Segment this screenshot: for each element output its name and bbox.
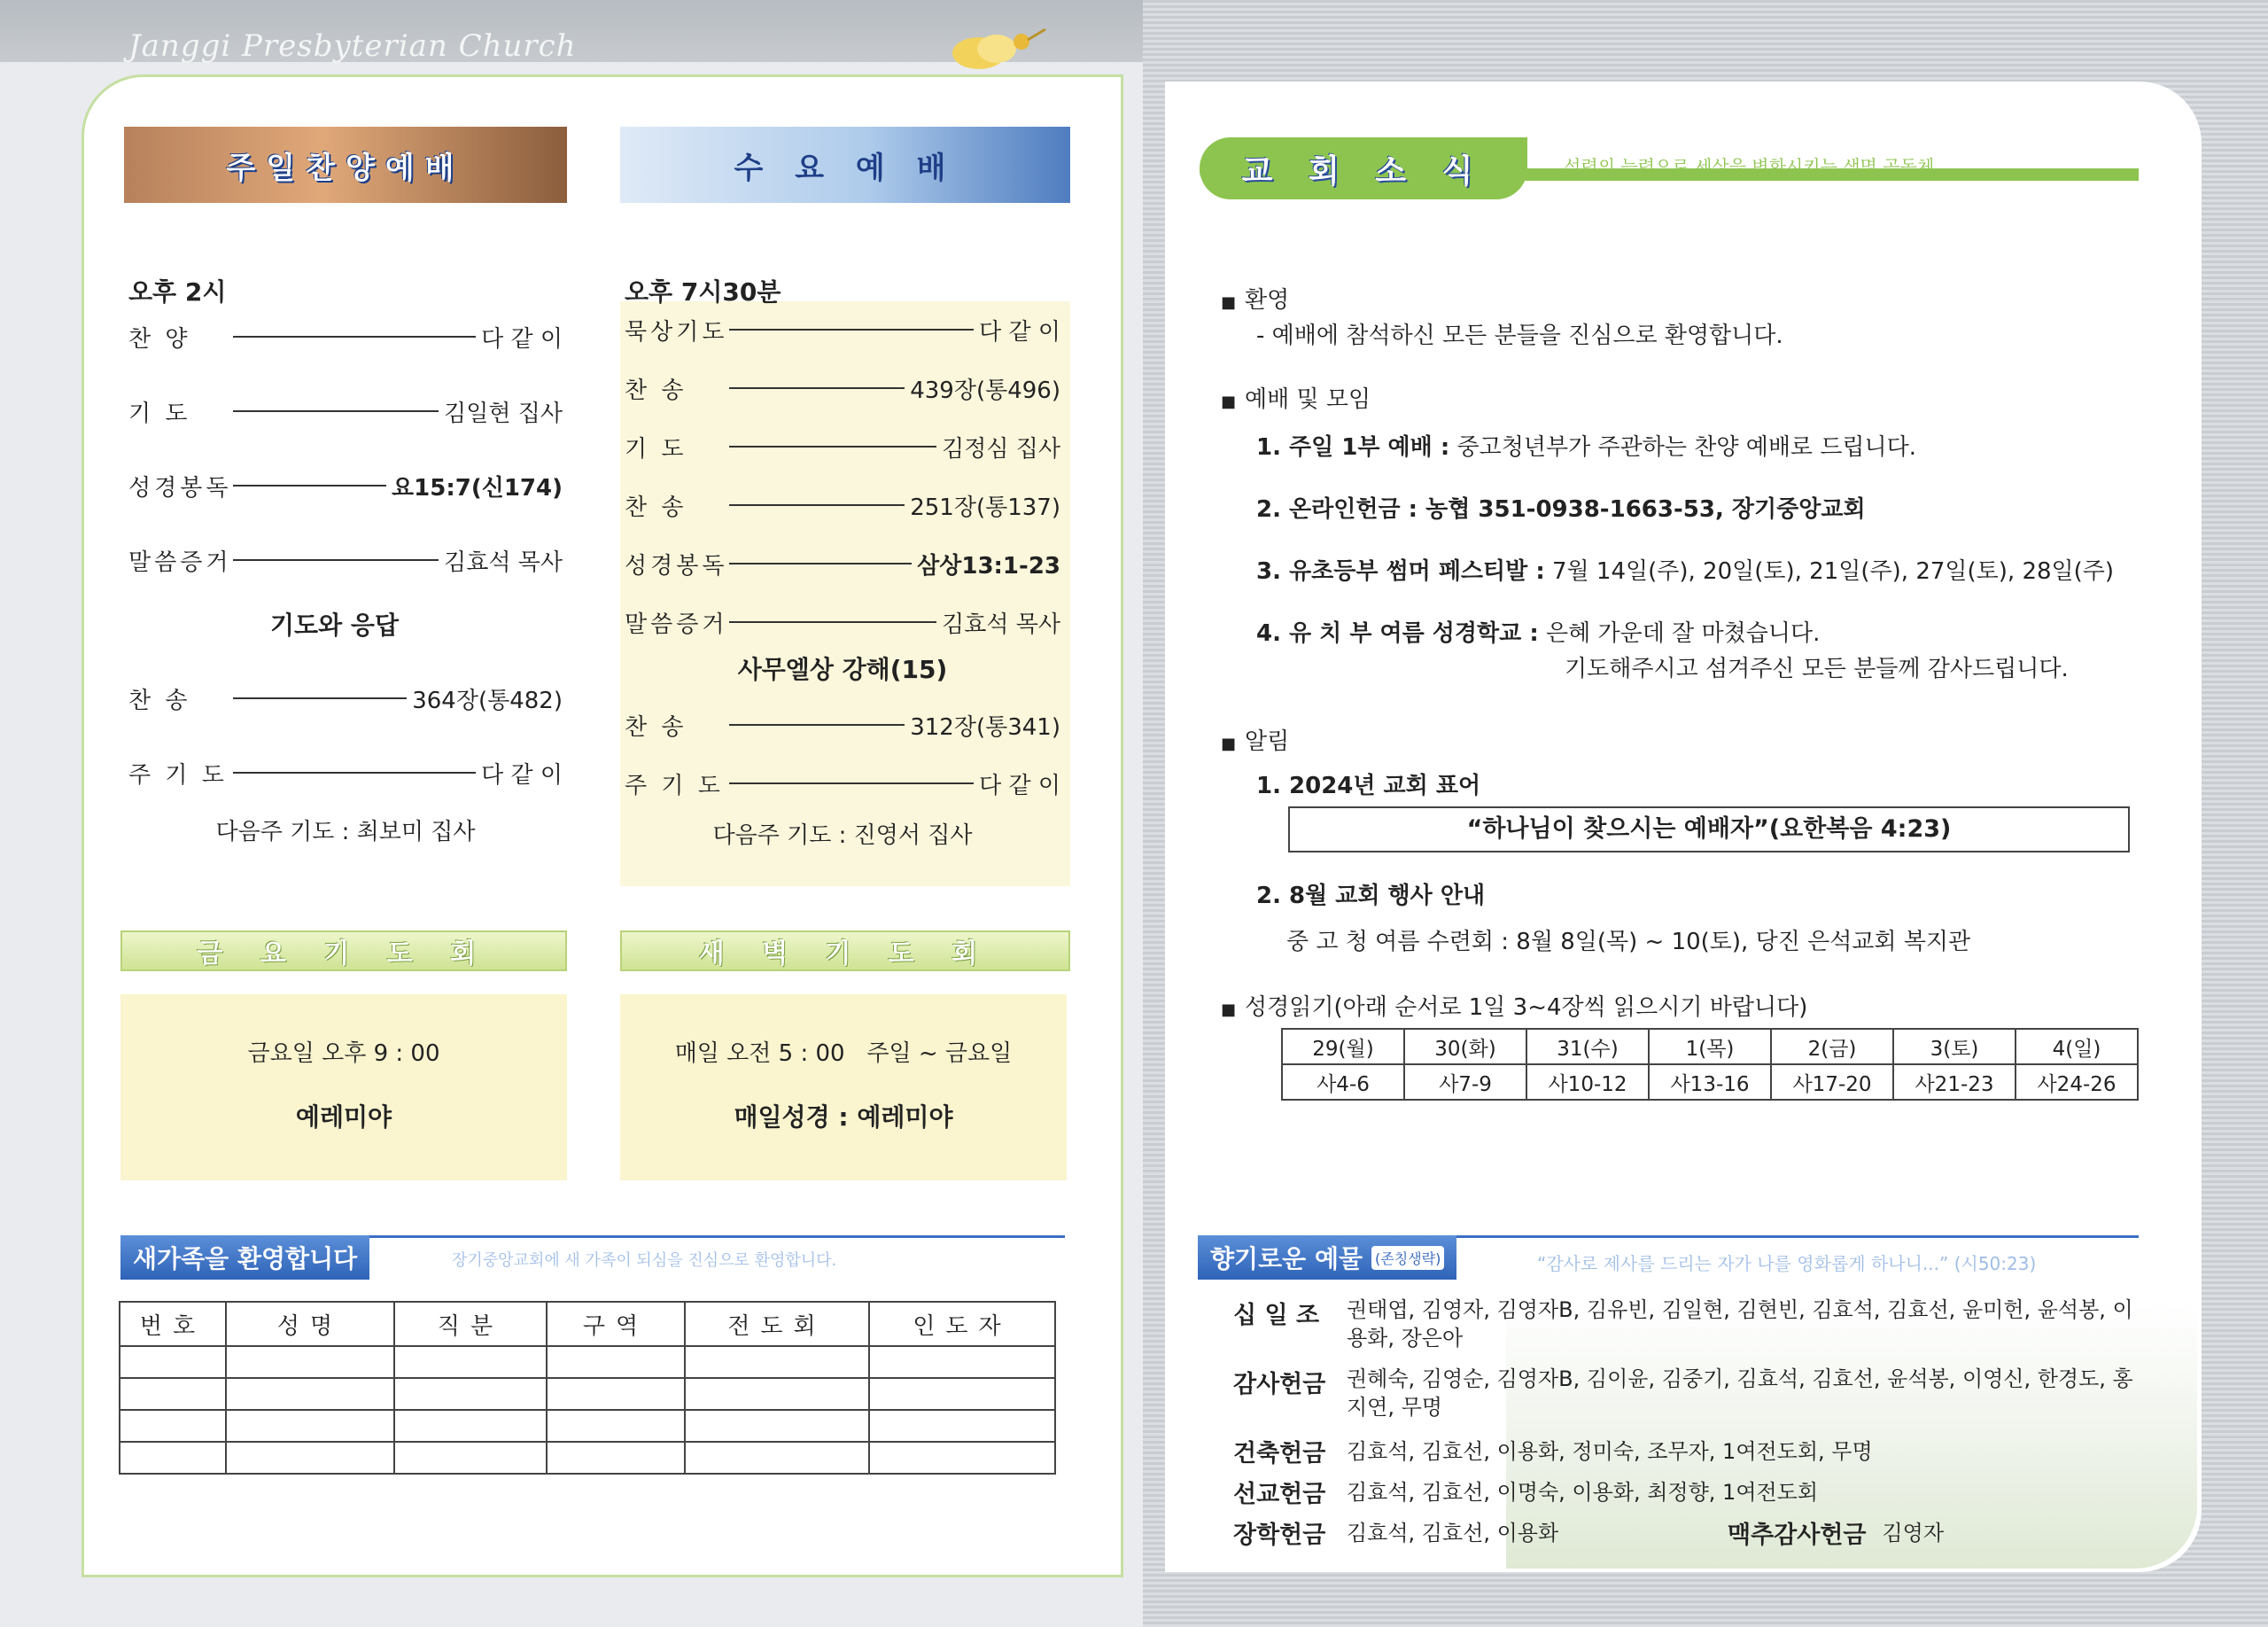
flower-icon — [944, 22, 1050, 75]
offering-row — [1233, 1365, 2137, 1421]
program-row — [625, 370, 1060, 406]
program-value: 251장(통137) — [910, 494, 1060, 521]
program-row — [128, 542, 563, 578]
program-row — [625, 429, 1060, 464]
dawn-prayer-box — [620, 994, 1067, 1180]
table-row[interactable] — [120, 1442, 1055, 1474]
col-header: 성명 — [226, 1302, 394, 1346]
dawn-prayer-time: 매일 오전 5 : 00 주일 ~ 금요일 — [674, 1040, 1013, 1067]
table-cell: 31(수) — [1526, 1029, 1649, 1064]
dawn-prayer-text: 매일성경 : 예레미야 — [734, 1102, 953, 1132]
dawn-prayer-banner: 새 벽 기 도 회 — [620, 930, 1070, 971]
col-header: 인도자 — [869, 1302, 1055, 1346]
program-value: 다 같 이 — [481, 325, 563, 353]
offering-label: 건축헌금 — [1233, 1440, 1326, 1467]
program-label: 말씀증거 — [625, 611, 728, 638]
table-cell: 사21-23 — [1893, 1064, 2016, 1100]
offering-label: 십 일 조 — [1233, 1302, 1320, 1329]
program-label: 찬 송 — [625, 713, 687, 741]
offering-extra-label: 맥추감사헌금 — [1728, 1522, 1867, 1549]
notice-heading: ■ 알림 — [1221, 723, 2142, 759]
item-value: 중고청년부가 주관하는 찬양 예배로 드립니다. — [1449, 434, 1917, 461]
col-header: 전도회 — [685, 1302, 869, 1346]
table-cell: 2(금) — [1771, 1029, 1893, 1064]
offerings-banner — [1198, 1235, 1456, 1280]
offerings-verse: “감사로 제사를 드리는 자가 나를 영화롭게 하나니...” (시50:23) — [1537, 1253, 2037, 1274]
col-header: 구역 — [547, 1302, 685, 1346]
program-row — [128, 468, 563, 503]
sunday-next-prayer: 다음주 기도 : 최보미 집사 — [215, 819, 476, 845]
worship-item-1 — [1221, 429, 2142, 464]
sunday-program — [128, 273, 563, 846]
offering-names: 권태엽, 김영자, 김영자B, 김유빈, 김일현, 김현빈, 김효석, 김효선, 윤미헌, 윤석봉, 이용화, 장은아 — [1347, 1297, 2133, 1351]
worship-item-2: 2. 온라인헌금 : 농협 351-0938-1663-53, 장기중앙교회 — [1256, 496, 1866, 523]
program-label: 찬 송 — [128, 687, 191, 714]
program-row — [128, 319, 563, 354]
program-label: 기 도 — [625, 435, 687, 463]
program-label: 묵상기도 — [625, 318, 728, 346]
offering-label: 장학헌금 — [1233, 1522, 1326, 1549]
table-cell: 사7-9 — [1404, 1064, 1526, 1100]
table-cell: 1(목) — [1649, 1029, 1771, 1064]
worship-item-3 — [1221, 553, 2142, 588]
program-value: 다 같 이 — [979, 772, 1060, 799]
notice-item-2: 2. 8월 교회 행사 안내 — [1256, 883, 1486, 909]
table-row — [1282, 1029, 2138, 1064]
friday-prayer-text: 예레미야 — [295, 1102, 392, 1132]
program-value: 요15:7(신174) — [392, 474, 563, 502]
program-row — [625, 707, 1060, 743]
notice-item-2-text: 중 고 청 여름 수련회 : 8월 8일(목) ~ 10(토), 당진 은석교회 복지관 — [1286, 929, 1971, 955]
program-row — [625, 604, 1060, 640]
table-cell: 사4-6 — [1282, 1064, 1404, 1100]
bible-reading-heading: ■ 성경읽기(아래 순서로 1일 3~4장씩 읽으시기 바랍니다) — [1221, 989, 2142, 1024]
program-value: 김효석 목사 — [444, 549, 563, 576]
worship-heading: ■ 예배 및 모임 — [1221, 381, 2142, 416]
col-header: 직분 — [394, 1302, 547, 1346]
offering-names: 김효석, 김효선, 이용화 — [1347, 1521, 1559, 1545]
program-label: 주 기 도 — [625, 772, 724, 799]
offering-row — [1233, 1515, 2137, 1549]
welcome-text: - 예배에 참석하신 모든 분들을 진심으로 환영합니다. — [1256, 323, 1783, 349]
wednesday-program — [625, 273, 1060, 850]
program-value: 김일현 집사 — [444, 400, 563, 427]
friday-prayer-banner: 금 요 기 도 회 — [120, 930, 567, 971]
table-row[interactable] — [120, 1410, 1055, 1442]
program-label: 기 도 — [128, 400, 191, 427]
church-motto-box: “하나님이 찾으시는 예배자”(요한복음 4:23) — [1288, 806, 2130, 852]
offering-names: 권혜숙, 김영순, 김영자B, 김이윤, 김중기, 김효석, 김효선, 윤석봉, 이영신, 한경도, 홍지연, 무명 — [1347, 1366, 2133, 1420]
bible-reading-table — [1281, 1028, 2139, 1101]
table-row — [1282, 1064, 2138, 1100]
news-slogan: 성령의 능력으로 세상을 변화시키는 생명 공동체 — [1564, 156, 1935, 177]
wednesday-time: 오후 7시30분 — [625, 277, 781, 307]
item-key: 3. 유초등부 썸머 페스티발 : — [1256, 558, 1545, 585]
table-cell: 사13-16 — [1649, 1064, 1771, 1100]
offerings-list — [1233, 1296, 2137, 1549]
program-value: 김효석 목사 — [942, 611, 1060, 638]
program-label: 찬 양 — [128, 325, 191, 353]
offering-label: 선교헌금 — [1233, 1481, 1326, 1508]
program-value: 다 같 이 — [979, 318, 1060, 346]
sunday-time: 오후 2시 — [128, 277, 227, 307]
table-cell: 사10-12 — [1526, 1064, 1649, 1100]
notice-item-1: 1. 2024년 교회 표어 — [1256, 773, 1481, 799]
sunday-worship-banner: 주일찬양예배 — [124, 127, 567, 203]
program-label: 성경봉독 — [128, 474, 232, 502]
table-cell: 29(월) — [1282, 1029, 1404, 1064]
wednesday-sermon-title: 사무엘상 강해(15) — [737, 655, 948, 684]
news-title: 교 회 소 식 — [1241, 152, 1486, 190]
worship-item-4-cont: 기도해주시고 섬겨주신 모든 분들께 감사드립니다. — [1565, 656, 2069, 682]
item-value: 7월 14일(주), 20일(토), 21일(주), 27일(토), 28일(주) — [1544, 558, 2115, 585]
program-label: 주 기 도 — [128, 761, 228, 789]
program-row — [128, 755, 563, 790]
offering-extra-names: 김영자 — [1882, 1521, 1945, 1545]
program-value: 439장(통496) — [910, 377, 1060, 404]
program-value: 364장(통482) — [412, 687, 563, 714]
table-cell: 사17-20 — [1771, 1064, 1893, 1100]
wednesday-next-prayer: 다음주 기도 : 진영서 집사 — [712, 822, 973, 849]
program-label: 말씀증거 — [128, 549, 232, 576]
program-label: 찬 송 — [625, 494, 687, 521]
table-row[interactable] — [120, 1346, 1055, 1378]
item-value: 은혜 가운데 잘 마쳤습니다. — [1538, 620, 1821, 647]
offering-row — [1233, 1434, 2137, 1467]
program-row — [625, 766, 1060, 801]
table-cell: 3(토) — [1893, 1029, 2016, 1064]
wednesday-worship-banner: 수 요 예 배 — [620, 127, 1070, 203]
offering-row — [1233, 1296, 2137, 1352]
program-row — [625, 487, 1060, 523]
item-key: 1. 주일 1부 예배 : — [1256, 434, 1450, 461]
friday-prayer-box — [120, 994, 567, 1180]
table-cell: 사24-26 — [2016, 1064, 2138, 1100]
newcomers-subtitle: 장기중앙교회에 새 가족이 되심을 진심으로 환영합니다. — [452, 1251, 837, 1270]
newcomers-table — [119, 1301, 1056, 1475]
program-label: 성경봉독 — [625, 552, 728, 580]
table-cell: 4(일) — [2016, 1029, 2138, 1064]
item-key: 4. 유 치 부 여름 성경학교 : — [1256, 620, 1539, 647]
program-row — [625, 546, 1060, 581]
offering-names: 김효석, 김효선, 이명숙, 이용화, 최정향, 1여전도회 — [1347, 1480, 1819, 1505]
welcome-heading: ■ 환영 — [1221, 282, 2142, 317]
table-header-row — [120, 1302, 1055, 1346]
program-value: 다 같 이 — [481, 761, 563, 789]
worship-item-4 — [1221, 615, 2142, 650]
news-banner — [1200, 137, 1527, 199]
program-label: 찬 송 — [625, 377, 687, 404]
church-news — [1221, 282, 2142, 1101]
program-row — [625, 312, 1060, 347]
table-row[interactable] — [120, 1378, 1055, 1410]
offering-label: 감사헌금 — [1233, 1371, 1326, 1398]
church-name: Janggi Presbyterian Church — [128, 28, 577, 64]
offering-names: 김효석, 김효선, 이용화, 정미숙, 조무자, 1여전도회, 무명 — [1347, 1439, 1873, 1464]
program-row — [128, 681, 563, 716]
program-value: 312장(통341) — [910, 713, 1060, 741]
program-row — [128, 393, 563, 429]
friday-prayer-time: 금요일 오후 9 : 00 — [247, 1040, 440, 1067]
offerings-note: (존칭생략) — [1371, 1246, 1444, 1270]
program-value: 삼상13:1-23 — [917, 552, 1060, 580]
table-cell: 30(화) — [1404, 1029, 1526, 1064]
newcomers-title: 새가족을 환영합니다 — [120, 1235, 369, 1280]
program-value: 김정심 집사 — [942, 435, 1060, 463]
offerings-title: 향기로운 예물 — [1210, 1244, 1363, 1273]
col-header: 번호 — [120, 1302, 226, 1346]
sunday-sermon-title: 기도와 응답 — [270, 611, 399, 640]
offering-row — [1233, 1475, 2137, 1508]
